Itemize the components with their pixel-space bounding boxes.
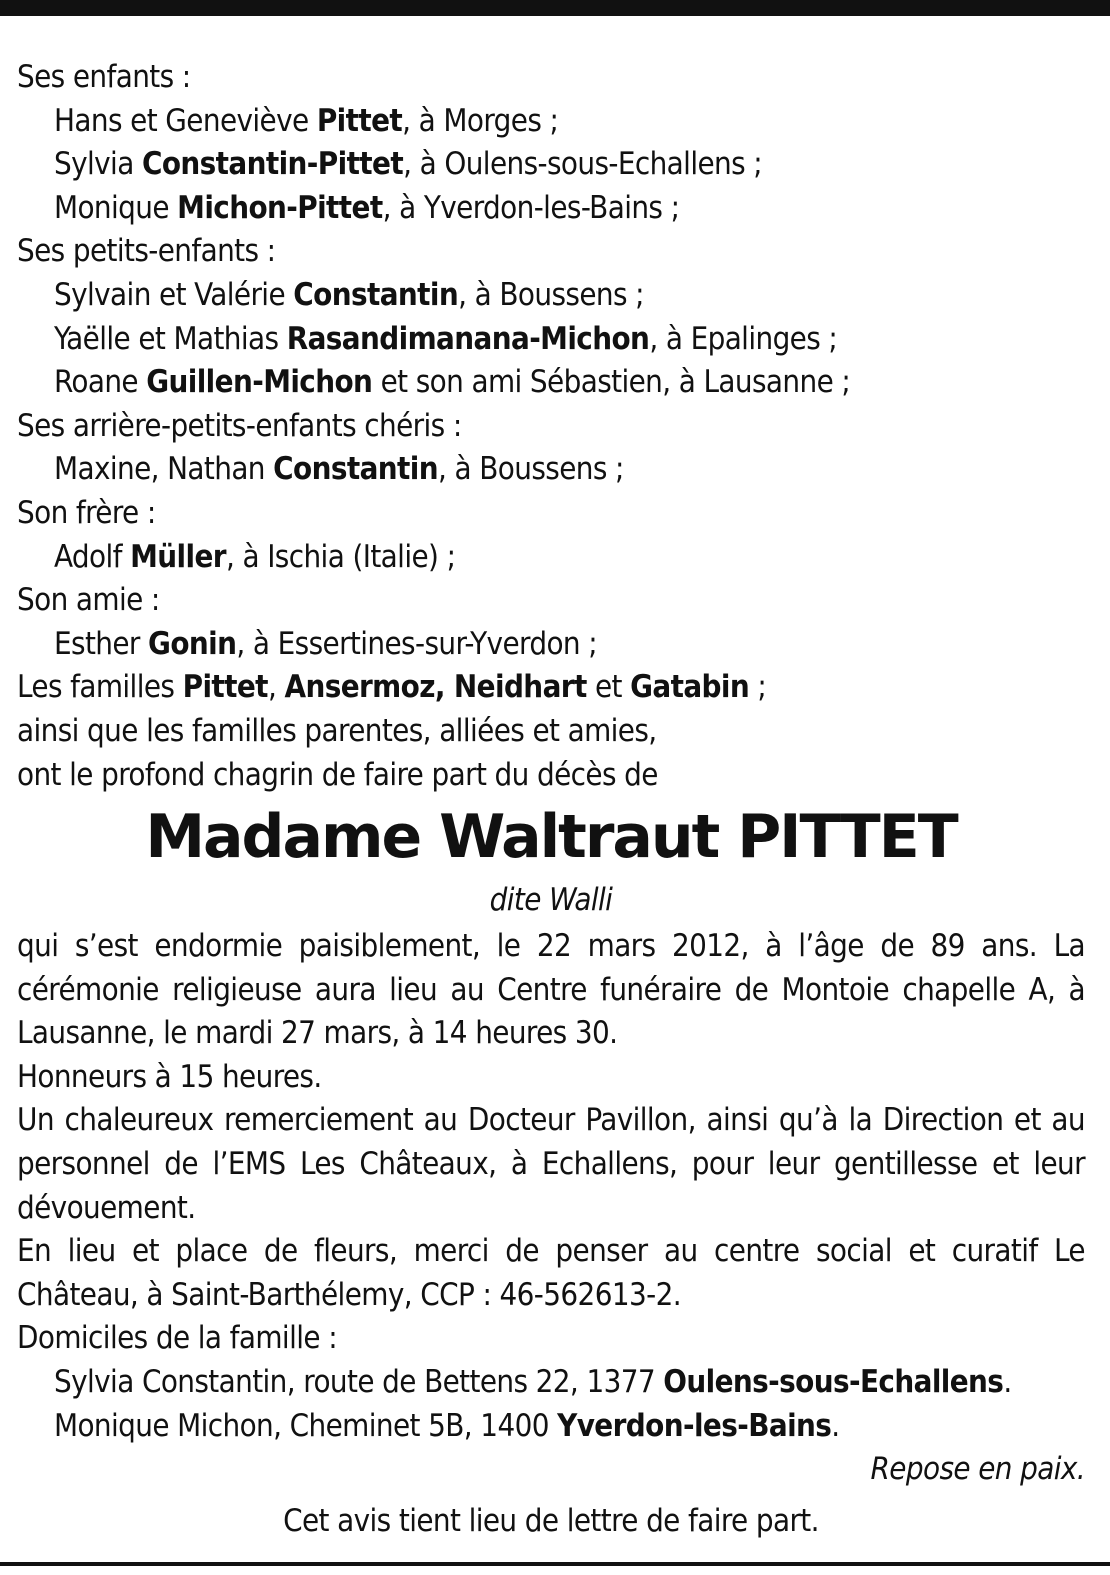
grandchild-entry: Yaëlle et Mathias Rasandimanana-Michon, à Epalinges ; [54,320,838,357]
bottom-rule [0,1562,1110,1566]
child-entry: Hans et Geneviève Pittet, à Morges ; [54,102,559,139]
flowers-paragraph: En lieu et place de fleurs, merci de penser au centre social et curatif Le Château, à Saint-Barthélemy, CCP : 46-562613-2. [17,1233,1085,1313]
brother-entry: Adolf Müller, à Ischia (Italie) ; [54,538,456,575]
grandchild-entry: Roane Guillen-Michon et son ami Sébastien, à Lausanne ; [54,364,851,401]
thanks-paragraph: Un chaleureux remerciement au Docteur Pavillon, ainsi qu’à la Direction et au personnel de l’EMS Les Châteaux, à Echallens, pour leur gentillesse et leur dévouement. [17,1102,1085,1226]
great-grandchild-entry: Maxine, Nathan Constantin, à Boussens ; [54,451,624,488]
friend-entry: Esther Gonin, à Essertines-sur-Yverdon ; [54,625,598,662]
notice-line: Cet avis tient lieu de lettre de faire part. [283,1502,819,1539]
announcement-line: ont le profond chagrin de faire part du décès de [17,756,658,793]
child-entry: Sylvia Constantin-Pittet, à Oulens-sous-Echallens ; [54,146,763,183]
child-entry: Monique Michon-Pittet, à Yverdon-les-Bains ; [54,189,680,226]
domicile-entry: Sylvia Constantin, route de Bettens 22, 1377 Oulens-sous-Echallens. [54,1364,1012,1401]
deceased-name: Madame Waltraut PITTET [145,802,957,873]
deceased-nickname: dite Walli [489,882,613,919]
brother-label: Son frère : [17,494,156,531]
obituary-text [17,56,1085,1543]
friend-label: Son amie : [17,582,160,619]
relatives-line: ainsi que les familles parentes, alliées et amies, [17,712,657,749]
children-label: Ses enfants : [17,59,191,95]
top-rule [0,0,1110,16]
grandchildren-label: Ses petits-enfants : [17,233,276,270]
domicile-entry: Monique Michon, Cheminet 5B, 1400 Yverdon-les-Bains. [54,1407,840,1444]
honours-line: Honneurs à 15 heures. [17,1058,322,1095]
rest-in-peace: Repose en paix. [870,1451,1085,1488]
great-grandchildren-label: Ses arrière-petits-enfants chéris : [17,407,462,444]
grandchild-entry: Sylvain et Valérie Constantin, à Boussens ; [54,276,644,313]
death-ceremony-paragraph: qui s’est endormie paisiblement, le 22 mars 2012, à l’âge de 89 ans. La cérémonie religieuse aura lieu au Centre funéraire de Montoie chapelle A, à Lausanne, le mardi 27 mars, à 14 heures 30. [17,928,1085,1052]
families-line: Les familles Pittet, Ansermoz, Neidhart et Gatabin ; [17,669,767,706]
domiciles-label: Domiciles de la famille : [17,1320,338,1357]
